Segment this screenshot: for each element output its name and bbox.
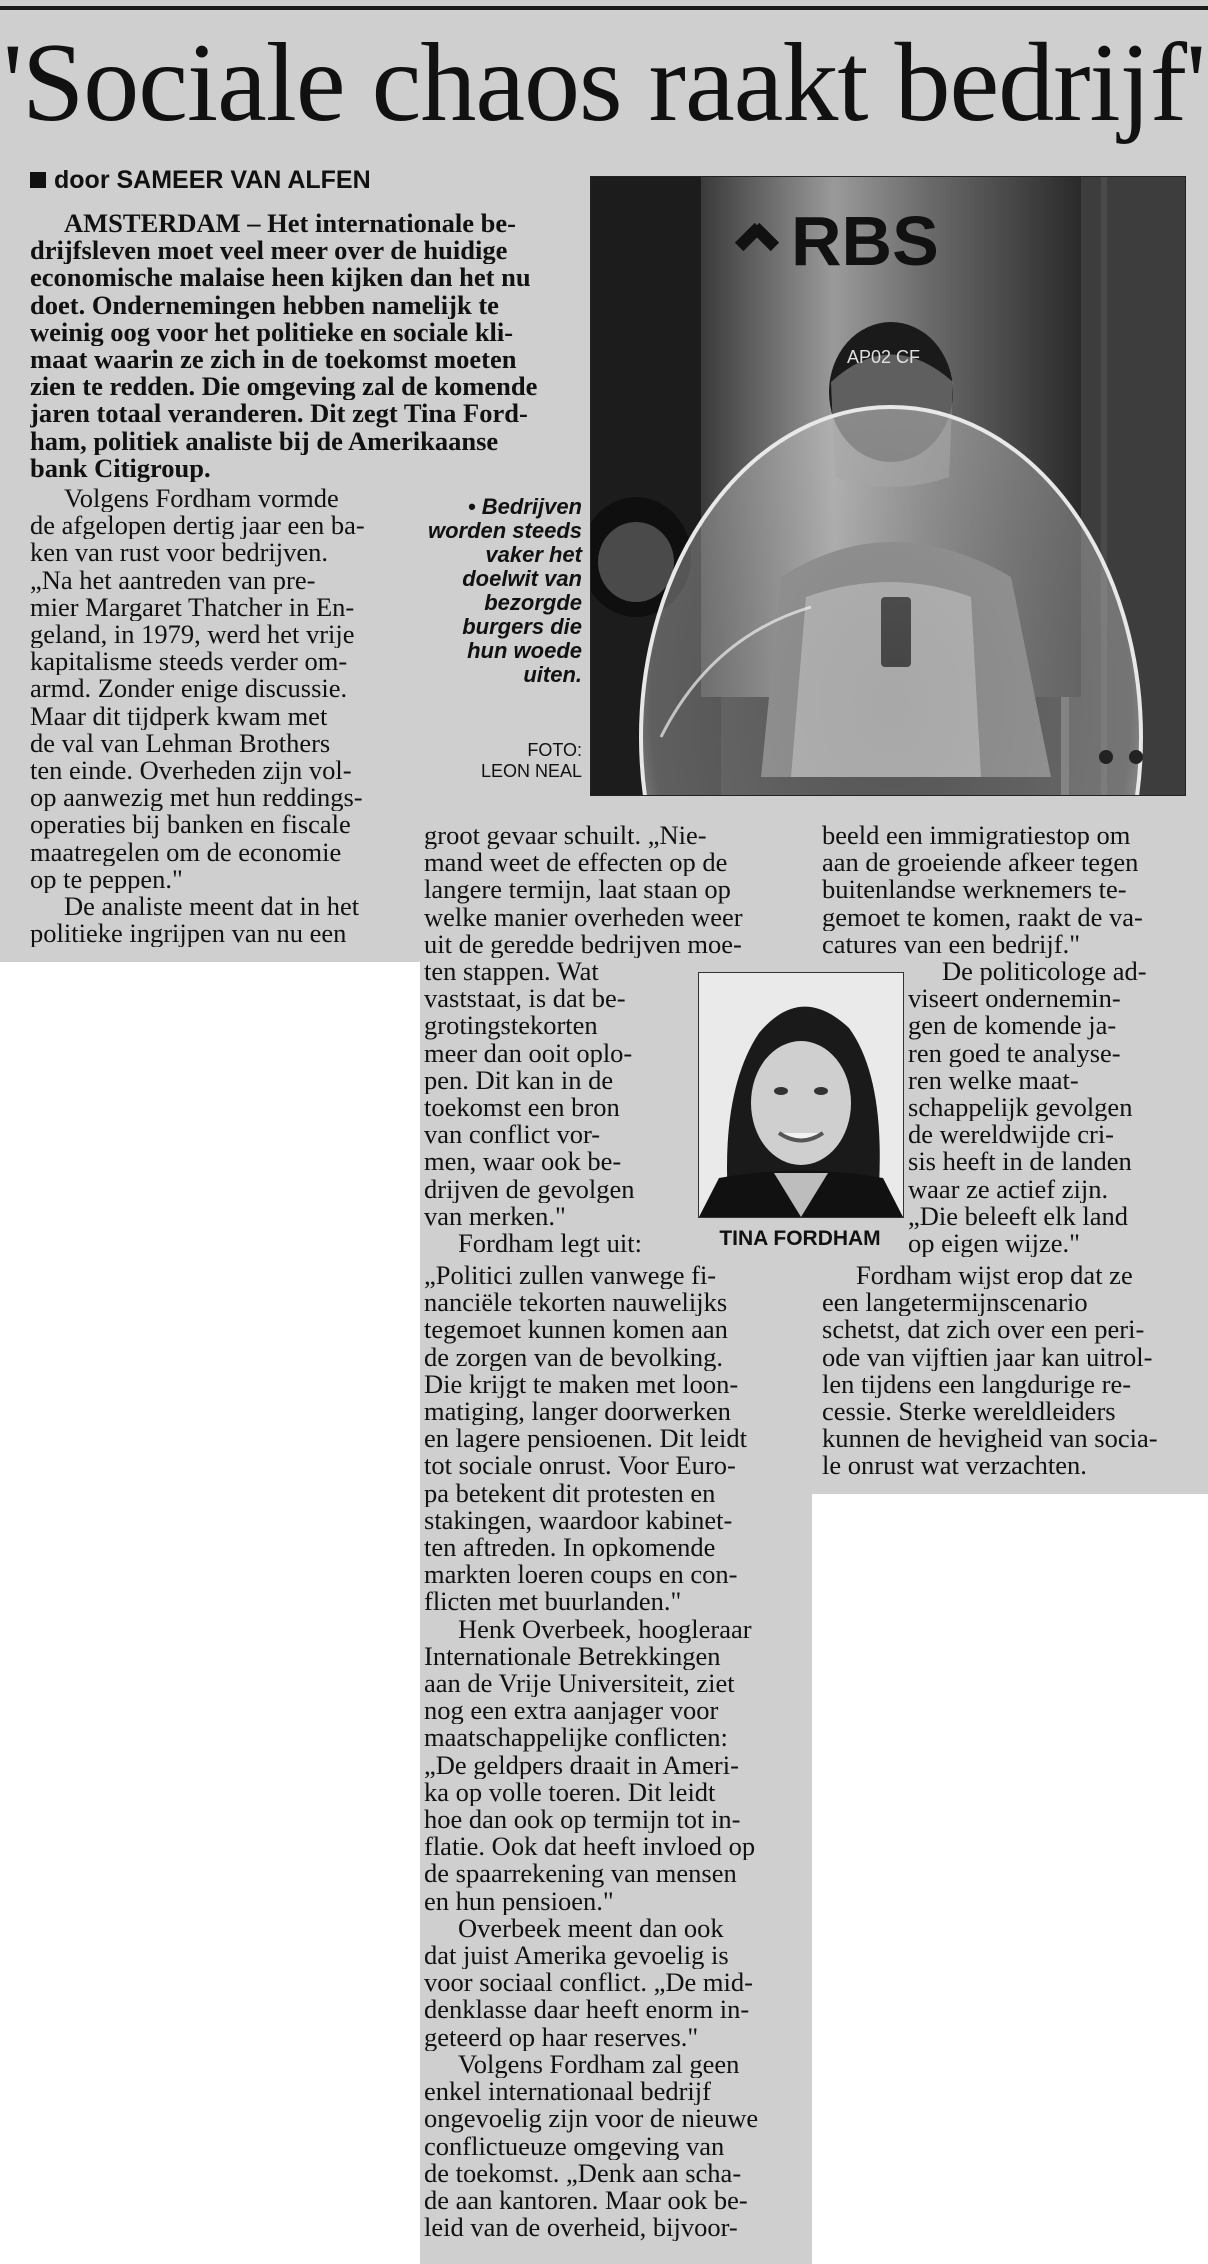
byline — [30, 166, 371, 195]
text-line: De analiste meent dat in het — [64, 893, 360, 921]
text-line: maatregelen om de economie — [30, 838, 342, 866]
text-line: uit de geredde bedrijven moe- — [424, 930, 742, 959]
text-line: nog een extra aanjager voor — [424, 1697, 719, 1725]
text-line: toekomst een bron — [424, 1094, 620, 1122]
text-line: conflictueuze omgeving van — [424, 2132, 725, 2160]
text-line: cessie. Sterke wereldleiders — [822, 1398, 1116, 1426]
text-line: pen. Dit kan in de — [424, 1066, 614, 1095]
portrait-name: TINA FORDHAM — [719, 1227, 881, 1250]
text-line: meer dan ooit oplo- — [424, 1039, 633, 1067]
text-line: voor sociaal conflict. „De mid- — [424, 1969, 753, 1997]
text-line: pa betekent dit protesten en — [424, 1479, 716, 1507]
text-line: een langetermijnscenario — [822, 1289, 1088, 1317]
lead-lines — [30, 210, 565, 482]
text-line: doet. Ondernemingen hebben namelijk te — [30, 291, 499, 319]
headline: 'Sociale chaos raakt bedrijf' — [2, 21, 1206, 145]
photo-caption: • Bedrijven worden steeds vaker het doelwit van bezorgde burgers die hun woede uiten. — [427, 494, 582, 687]
text-line: ka op volle toeren. Dit leidt — [424, 1778, 716, 1807]
text-line: gemoet te komen, raakt de va- — [822, 903, 1143, 931]
text-line: ongevoelig zijn voor de nieuwe — [424, 2105, 759, 2133]
text-line: politieke ingrijpen van nu een — [30, 920, 347, 948]
text-line: en lagere pensioenen. Dit leidt — [424, 1425, 748, 1453]
text-line: de afgelopen dertig jaar een ba- — [30, 512, 365, 540]
text-line: de wereldwijde cri- — [908, 1121, 1115, 1149]
text-line: langere termijn, laat staan op — [424, 876, 731, 904]
text-line: dat juist Amerika gevoelig is — [424, 1942, 729, 1970]
text-line: flicten met buurlanden." — [424, 1588, 682, 1616]
text-line: waar ze actief zijn. — [908, 1175, 1109, 1203]
text-line: bank Citigroup. — [30, 454, 211, 483]
text-line: Fordham legt uit: — [458, 1230, 643, 1258]
rbs-sign-text: RBS — [791, 202, 939, 280]
text-line: le onrust wat verzachten. — [822, 1452, 1087, 1480]
text-line: markten loeren coups en con- — [424, 1561, 738, 1589]
text-line: men, waar ook be- — [424, 1148, 622, 1176]
text-line: ten aftreden. In opkomende — [424, 1534, 716, 1562]
riot-police-photo — [591, 177, 1185, 795]
text-line: ham, politiek analiste bij de Amerikaanse — [30, 427, 499, 455]
text-line: welke manier overheden weer — [424, 903, 743, 931]
column-2-bottom — [424, 1262, 790, 2241]
text-line: de spaarrekening van mensen — [424, 1860, 737, 1888]
text-line: Henk Overbeek, hoogleraar — [458, 1615, 752, 1643]
text-line: groot gevaar schuilt. „Nie- — [424, 822, 707, 850]
text-line: schetst, dat zich over een peri- — [822, 1316, 1145, 1344]
text-line: vaststaat, is dat be- — [424, 985, 626, 1013]
column-2-bottom-lines — [424, 1262, 790, 2241]
text-line: ren welke maat- — [908, 1066, 1079, 1095]
text-line: kapitalisme steeds verder om- — [30, 648, 348, 676]
text-line: operaties bij banken en fiscale — [30, 811, 351, 839]
text-line: zien te redden. Die omgeving zal de komende — [30, 373, 538, 401]
text-line: op eigen wijze." — [908, 1230, 1080, 1258]
text-line: Fordham wijst erop dat ze — [856, 1262, 1133, 1290]
column-3-top-lines — [822, 822, 1190, 1257]
byline-square-icon — [30, 172, 46, 188]
text-line: maatschappelijke conflicten: — [424, 1724, 728, 1752]
text-line: grotingstekorten — [424, 1012, 598, 1040]
text-line: de toekomst. „Denk aan scha- — [424, 2159, 742, 2187]
text-line: gen de komende ja- — [908, 1012, 1117, 1040]
text-line: kunnen de hevigheid van socia- — [822, 1425, 1158, 1453]
text-line: geland, in 1979, werd het vrije — [30, 621, 355, 649]
text-line: flatie. Ook dat heeft invloed op — [424, 1833, 756, 1861]
text-line: drijfsleven moet veel meer over de huidige — [30, 237, 508, 265]
text-line: stakingen, waardoor kabinet- — [424, 1506, 733, 1535]
photo-credit-label: FOTO: — [527, 740, 582, 760]
text-line: van conflict vor- — [424, 1121, 601, 1149]
text-line: beeld een immigratiestop om — [822, 822, 1131, 850]
text-line: mier Margaret Thatcher in En- — [30, 593, 355, 622]
text-line: ten stappen. Wat — [424, 958, 599, 986]
text-line: enkel internationaal bedrijf — [424, 2078, 711, 2106]
text-line: maat waarin ze zich in de toekomst moeten — [30, 346, 517, 374]
text-line: Maar dit tijdperk kwam met — [30, 702, 328, 730]
text-line: Overbeek meent dan ook — [458, 1914, 724, 1943]
text-line: weinig oog voor het politieke en sociale kli- — [30, 318, 514, 347]
text-line: nanciële tekorten nauwelijks — [424, 1289, 728, 1317]
text-line: matiging, langer doorwerken — [424, 1398, 731, 1426]
text-line: hoe dan ook op termijn tot in- — [424, 1806, 741, 1834]
text-line: mand weet de effecten op de — [424, 849, 728, 877]
text-line: len tijdens een langdurige re- — [822, 1370, 1132, 1399]
text-line: ren goed te analyse- — [908, 1039, 1121, 1067]
text-line: De politicologe ad- — [942, 958, 1147, 986]
text-line: economische malaise heen kijken dan het nu — [30, 264, 531, 292]
text-line: armd. Zonder enige discussie. — [30, 675, 348, 703]
text-line: ten einde. Overheden zijn vol- — [30, 757, 352, 785]
byline-text: door SAMEER VAN ALFEN — [54, 166, 371, 194]
text-line: de aan kantoren. Maar ook be- — [424, 2186, 748, 2215]
text-line: buitenlandse werknemers te- — [822, 876, 1127, 904]
top-rule — [0, 6, 1208, 10]
column-3-top — [822, 822, 1190, 1257]
text-line: Internationale Betrekkingen — [424, 1642, 721, 1671]
text-line: aan de Vrije Universiteit, ziet — [424, 1670, 735, 1698]
text-line: „Politici zullen vanwege fi- — [424, 1262, 717, 1290]
lead-paragraph — [30, 210, 565, 482]
column-3-bottom-lines — [822, 1262, 1190, 1480]
text-line: op te peppen." — [30, 865, 183, 894]
text-line: Volgens Fordham zal geen — [458, 2050, 740, 2079]
text-line: AMSTERDAM – Het internationale be- — [64, 210, 516, 238]
column-3-bottom — [822, 1262, 1190, 1480]
text-line: geteerd op haar reserves." — [424, 2023, 699, 2051]
text-line: tot sociale onrust. Voor Euro- — [424, 1452, 736, 1480]
text-line: „Die beleeft elk land — [908, 1202, 1128, 1231]
text-line: sis heeft in de landen — [908, 1148, 1132, 1176]
photo-credit-name: LEON NEAL — [480, 761, 582, 781]
main-photo — [590, 176, 1186, 796]
text-line: Die krijgt te maken met loon- — [424, 1370, 739, 1399]
helmet-text: AP02 CF — [847, 347, 921, 367]
text-line: viseert ondernemin- — [908, 985, 1121, 1013]
text-line: ken van rust voor bedrijven. — [30, 539, 329, 567]
column-1 — [30, 485, 394, 947]
photo-credit — [418, 740, 582, 782]
text-line: op aanwezig met hun reddings- — [30, 784, 363, 812]
text-line: jaren totaal veranderen. Dit zegt Tina Ford- — [30, 400, 528, 428]
text-line: de val van Lehman Brothers — [30, 729, 331, 758]
text-line: Volgens Fordham vormde — [64, 485, 339, 513]
text-line: denklasse daar heeft enorm in- — [424, 1996, 750, 2024]
text-line: drijven de gevolgen — [424, 1175, 635, 1203]
text-line: „De geldpers draait in Ameri- — [424, 1751, 739, 1779]
text-line: schappelijk gevolgen — [908, 1094, 1133, 1122]
text-line: „Na het aantreden van pre- — [30, 566, 316, 594]
text-line: van merken." — [424, 1202, 566, 1231]
text-line: tegemoet kunnen komen aan — [424, 1316, 728, 1344]
column-1-lines — [30, 485, 394, 947]
text-line: en hun pensioen." — [424, 1887, 614, 1915]
text-line: de zorgen van de bevolking. — [424, 1343, 724, 1371]
text-line: ode van vijftien jaar kan uitrol- — [822, 1343, 1153, 1371]
text-line: aan de groeiende afkeer tegen — [822, 849, 1139, 877]
text-line: catures van een bedrijf." — [822, 930, 1081, 959]
text-line: leid van de overheid, bijvoor- — [424, 2214, 738, 2242]
